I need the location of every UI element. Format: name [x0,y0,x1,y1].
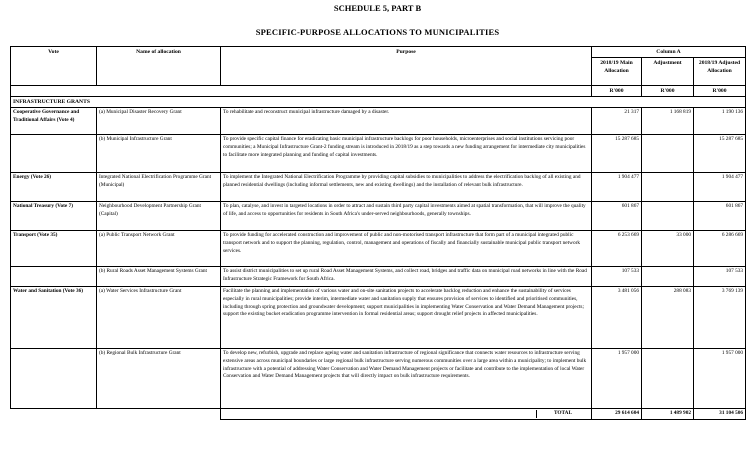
purpose-cell: To provide funding for accelerated construction and improvement of public and non-motorised transport infrastructure that form part of a municipal integrated public transport network and to support the planning, regulation, control, management and operations of fiscally and financially sustainable municipal public transport network services. [221,231,592,267]
allocation-cell: Integrated National Electrification Programme Grant (Municipal) [97,173,221,202]
main-cell: 6 253 669 [592,231,642,267]
adjusted-cell: 601 867 [694,202,746,231]
table-row [11,135,746,173]
adjusted-cell: 1 190 136 [694,108,746,135]
adjustment-cell [642,135,694,173]
vote-cell: Water and Sanitation (Vote 36) [11,287,97,349]
table-row [11,108,746,135]
total-label: TOTAL [536,410,589,418]
table-row [11,267,746,287]
table-row [11,349,746,409]
unit-adjusted: R'000 [694,86,746,97]
adjustment-cell [642,202,694,231]
table-row [11,231,746,267]
header-main-allocation: 2018/19 Main Allocation [592,58,642,86]
adjusted-cell: 6 286 669 [694,231,746,267]
main-cell: 107 533 [592,267,642,287]
total-main: 29 614 604 [592,409,642,420]
table-row [11,287,746,349]
purpose-cell: To provide specific capital finance for eradicating basic municipal infrastructure backlogs for poor households, microenterprises and social institutions servicing poor communities; a Municipal Infrastructure Grant-2 funding stream is introduced in 2018/19 as a step towards a new funding arrangement for intermediate city municipalities to facilitate more integrated planning and funding of capital investments. [221,135,592,173]
purpose-cell: To implement the Integrated National Electrification Programme by providing capital subsidies to municipalities to address the electrification backlog of all existing and planned residential dwellings (including informal settlements, new and existing dwellings) and the installation of relevant bulk infrastructure. [221,173,592,202]
adjustment-cell [642,267,694,287]
adjusted-cell: 15 287 685 [694,135,746,173]
adjustment-cell [642,349,694,409]
vote-cell [11,267,97,287]
unit-adjustment: R'000 [642,86,694,97]
main-cell: 601 867 [592,202,642,231]
allocation-cell: (b) Rural Roads Asset Management Systems Grant [97,267,221,287]
purpose-cell: To develop new, refurbish, upgrade and replace ageing water and sanitation infrastructure of regional significance that connects water resources to infrastructure serving extensive areas across municipal boundaries or large regional bulk infrastructure serving numerous communities over a large area within a municipality; to implement bulk infrastructure with a potential of addressing Water Conservation and Water Demand Management projects or facilitate and contribute to the implementation of local Water Conservation and Water Demand Management projects that will directly impact on bulk infrastructure requirements. [221,349,592,409]
header-column-a: Column A [592,47,746,58]
total-label-cell [221,409,592,420]
main-cell: 15 287 685 [592,135,642,173]
allocation-cell: (a) Public Transport Network Grant [97,231,221,267]
allocation-cell: Neighbourhood Development Partnership Grant (Capital) [97,202,221,231]
table-row [11,202,746,231]
vote-cell: Transport (Vote 35) [11,231,97,267]
allocation-cell: (b) Municipal Infrastructure Grant [97,135,221,173]
allocation-cell: (a) Municipal Disaster Recovery Grant [97,108,221,135]
purpose-cell: To rehabilitate and reconstruct municipal infrastructure damaged by a disaster. [221,108,592,135]
header-vote: Vote [11,47,97,86]
allocation-cell: (a) Water Services Infrastructure Grant [97,287,221,349]
header-purpose: Purpose [221,47,592,86]
adjustment-cell [642,173,694,202]
vote-cell: Cooperative Governance and Traditional Affairs (Vote 4) [11,108,97,135]
adjustment-cell: 1 168 819 [642,108,694,135]
table-row [11,173,746,202]
main-cell: 21 317 [592,108,642,135]
vote-cell [11,135,97,173]
header-allocation: Name of allocation [97,47,221,86]
adjusted-cell: 1 957 000 [694,349,746,409]
main-cell: 1 904 477 [592,173,642,202]
vote-cell: Energy (Vote 26) [11,173,97,202]
header-adjustment: Adjustment [642,58,694,86]
allocation-cell: (b) Regional Bulk Infrastructure Grant [97,349,221,409]
adjustment-cell: 33 000 [642,231,694,267]
purpose-cell: To assist district municipalities to set up rural Road Asset Management Systems, and collect road, bridges and traffic data on municipal road networks in line with the Road Infrastructure Strategic Framework for South Africa. [221,267,592,287]
adjusted-cell: 3 769 139 [694,287,746,349]
main-cell: 3 481 056 [592,287,642,349]
adjustment-cell: 288 083 [642,287,694,349]
vote-cell [11,349,97,409]
main-cell: 1 957 000 [592,349,642,409]
vote-cell: National Treasury (Vote 7) [11,202,97,231]
total-adjusted: 31 104 506 [694,409,746,420]
total-adjustment: 1 489 902 [642,409,694,420]
total-spacer [11,409,221,420]
schedule-subtitle: SPECIFIC-PURPOSE ALLOCATIONS TO MUNICIPALITIES [255,27,500,37]
adjusted-cell: 1 904 477 [694,173,746,202]
adjusted-cell: 107 533 [694,267,746,287]
purpose-cell: Facilitate the planning and implementation of various water and on-site sanitation projects to accelerate backlog reduction and enhance the sustainability of services especially in rural municipalities; provide interim, intermediate water and sanitation supply that ensures provision of services to identified and prioritised communities, including through spring protection and groundwater development; support municipalities in implementing Water Conservation and Water Demand Management projects; support the existing bucket eradication programme intervention in formal residential areas; support drought relief projects in affected municipalities. [221,287,592,349]
allocations-table [10,46,746,420]
header-spacer [11,86,592,97]
header-adjusted-allocation: 2018/19 Adjusted Allocation [694,58,746,86]
total-row [11,409,746,420]
section-heading: INFRASTRUCTURE GRANTS [11,97,746,108]
purpose-cell: To plan, catalyse, and invest in targeted locations in order to attract and sustain third party capital investments aimed at spatial transformation, that will improve the quality of life, and access to opportunities for residents in South Africa's under-served neighbourhoods, generally townships. [221,202,592,231]
schedule-title: SCHEDULE 5, PART B [333,3,422,13]
unit-main: R'000 [592,86,642,97]
